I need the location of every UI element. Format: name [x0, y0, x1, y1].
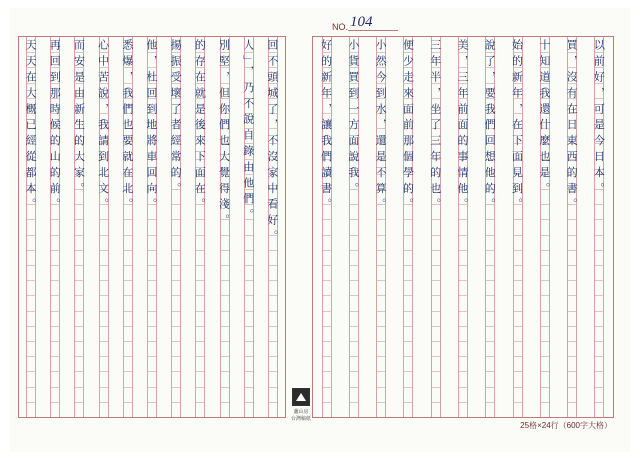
- right-column: [376, 37, 386, 417]
- right-column: [403, 37, 413, 417]
- page-number-underline: [348, 30, 398, 31]
- right-column-text: 始的新年，在下面見到。: [510, 39, 524, 214]
- publisher-subtitle: 台灣稿紙: [290, 416, 311, 422]
- left-column: [26, 37, 36, 417]
- left-column: [74, 37, 84, 417]
- left-column: [265, 37, 279, 417]
- right-column-text: 美，三年前面的事情他。: [456, 39, 469, 214]
- right-column: [458, 37, 468, 417]
- left-grid-block: [18, 36, 286, 418]
- publisher-logo-text: [286, 408, 316, 422]
- left-column-text: 別堅，但你們也大覺得淺。: [217, 39, 231, 230]
- page-number-label: NO.: [332, 22, 349, 32]
- left-column: [241, 37, 255, 417]
- right-column-text: 以前好，可是今日本。: [592, 39, 606, 198]
- right-column-text: 小然今到水，還是不算。: [374, 39, 388, 214]
- paper-spec-footer: 25格×24行（600字大格）: [520, 421, 612, 430]
- left-column: [147, 37, 157, 417]
- right-column: [594, 37, 604, 417]
- right-column: [428, 37, 442, 417]
- left-column: [217, 37, 231, 417]
- left-column-text: 人」，乃不說自錄由他們。: [241, 39, 255, 225]
- left-column-text: 回不頭城了，不沒家中看好。: [265, 39, 279, 246]
- left-column-text: 他，杜回到地將車回向。: [145, 39, 158, 214]
- right-column-text: 小貨買到一方面說我。: [346, 39, 360, 198]
- right-grid-block: [312, 36, 614, 418]
- right-column: [346, 37, 360, 417]
- right-column-text: 說了，要我們回想他的。: [483, 39, 497, 214]
- right-column-text: 三年半，坐了三年的也。: [428, 39, 442, 214]
- left-column: [120, 37, 134, 417]
- left-column-text: 的存在就是後來下面在。: [193, 39, 207, 214]
- publisher-name: 蘆山房: [293, 409, 309, 415]
- page-number-value: 104: [350, 14, 373, 30]
- publisher-logo-icon: [292, 388, 310, 406]
- left-column: [96, 37, 110, 417]
- left-column-text: 再回到那時候的山的前。: [48, 39, 62, 214]
- left-column-text: 而安是由新生的大家。: [72, 39, 86, 198]
- right-column: [319, 37, 333, 417]
- right-column-text: 便少走來面前那個學的。: [401, 39, 415, 214]
- right-column-text: 好的新年，讓我們讀書。: [319, 39, 333, 214]
- right-column-text: 買，沒有在日東西的書。: [565, 39, 579, 214]
- left-column: [50, 37, 60, 417]
- left-column-text: 心中苦說，我請到北文。: [96, 39, 110, 214]
- left-column-text: 揚振受壞了者經常的。: [169, 39, 183, 198]
- left-column: [195, 37, 205, 417]
- right-column: [510, 37, 524, 417]
- right-column-text: 十知道我還什麼也是。: [537, 39, 551, 198]
- right-column: [567, 37, 577, 417]
- right-column: [485, 37, 495, 417]
- left-column: [171, 37, 181, 417]
- left-column-text: 天天在大概已經從都本。: [24, 39, 38, 214]
- left-column-text: 悉爆，我們也要就在北。: [120, 39, 134, 214]
- manuscript-sheet: [10, 8, 630, 452]
- right-column: [537, 37, 551, 417]
